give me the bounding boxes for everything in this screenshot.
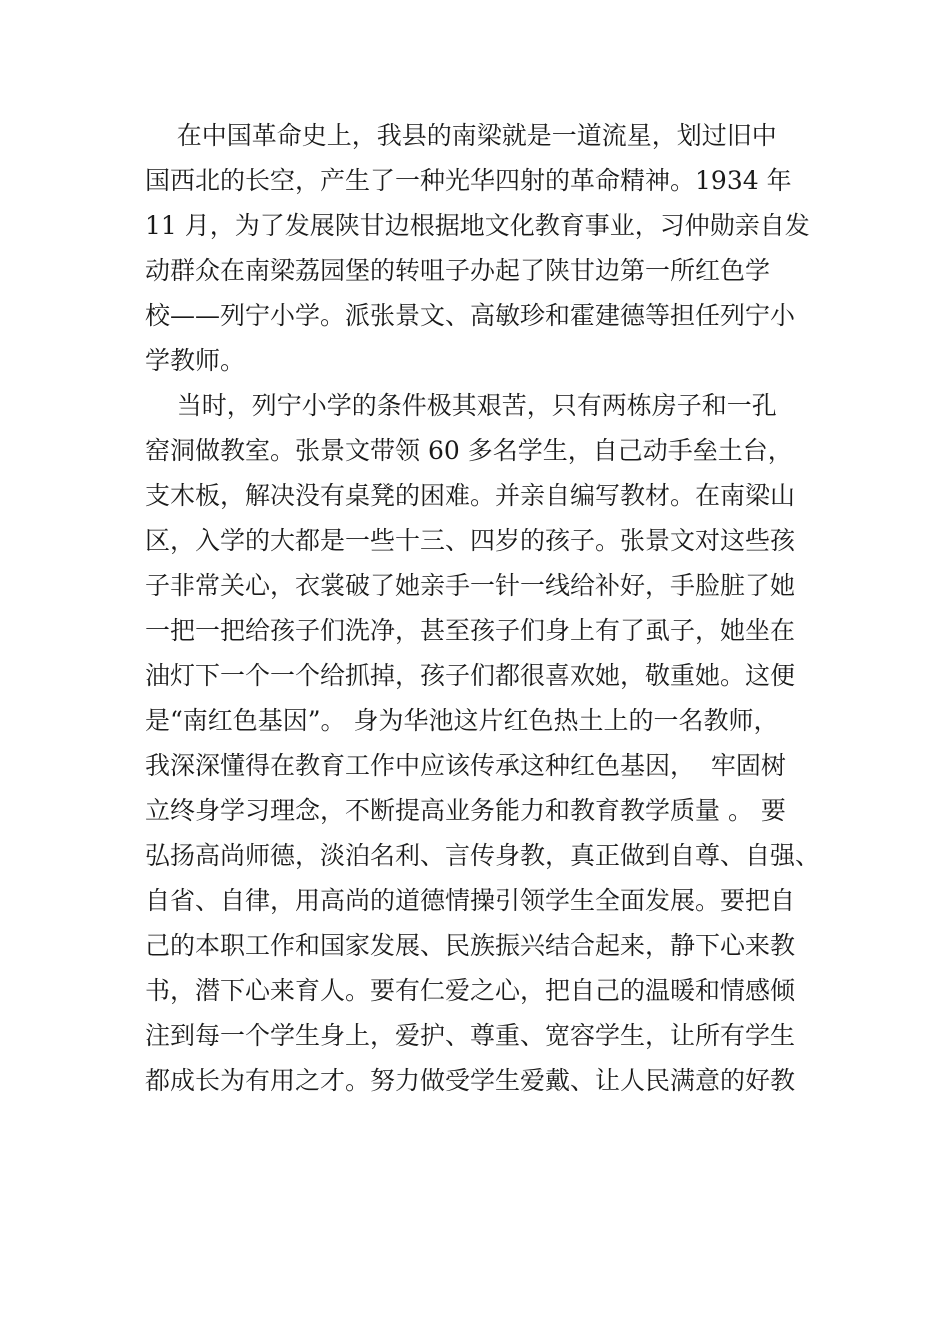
text-line: 子非常关心，衣裳破了她亲手一针一线给补好，手脸脏了她: [145, 571, 796, 600]
text-line: 油灯下一个一个给抓掉，孩子们都很喜欢她，敬重她。这便: [145, 661, 796, 690]
text-line: 我深深懂得在教育工作中应该传承这种红色基因， 牢固树: [145, 751, 786, 780]
text-line: 注到每一个学生身上，爱护、尊重、宽容学生，让所有学生: [145, 1021, 796, 1050]
text-line: 支木板，解决没有桌凳的困难。并亲自编写教材。在南梁山: [145, 481, 796, 510]
text-line: 一把一把给孩子们洗净，甚至孩子们身上有了虱子，她坐在: [145, 616, 796, 645]
text-line: 动群众在南梁荔园堡的转咀子办起了陕甘边第一所红色学: [145, 256, 771, 285]
text-line: 弘扬高尚师德，淡泊名利、言传身教，真正做到自尊、自强、: [145, 841, 821, 870]
text-line: 当时，列宁小学的条件极其艰苦，只有两栋房子和一孔: [145, 391, 777, 420]
text-line: 自省、自律，用高尚的道德情操引领学生全面发展。要把自: [145, 886, 796, 915]
text-line: 窑洞做教室。张景文带领 60 多名学生，自己动手垒土台，: [145, 436, 793, 465]
text-line: 学教师。: [145, 346, 246, 375]
text-line: 国西北的长空，产生了一种光华四射的革命精神。1934 年: [145, 166, 792, 195]
text-line: 在中国革命史上，我县的南梁就是一道流星，划过旧中: [145, 121, 777, 150]
text-line: 是“南红色基因”。 身为华池这片红色热土上的一名教师，: [145, 706, 779, 735]
text-line: 校——列宁小学。派张景文、高敏珍和霍建德等担任列宁小: [145, 301, 796, 330]
text-line: 11 月，为了发展陕甘边根据地文化教育事业，习仲勋亲自发: [145, 211, 810, 240]
text-line: 区，入学的大都是一些十三、四岁的孩子。张景文对这些孩: [145, 526, 796, 555]
text-line: 立终身学习理念，不断提高业务能力和教育教学质量 。 要: [145, 796, 786, 825]
text-line: 己的本职工作和国家发展、民族振兴结合起来，静下心来教: [145, 931, 796, 960]
document-body: [145, 113, 821, 1103]
text-line: 都成长为有用之才。努力做受学生爱戴、让人民满意的好教: [145, 1066, 796, 1095]
text-line: 书，潜下心来育人。要有仁爱之心，把自己的温暖和情感倾: [145, 976, 796, 1005]
